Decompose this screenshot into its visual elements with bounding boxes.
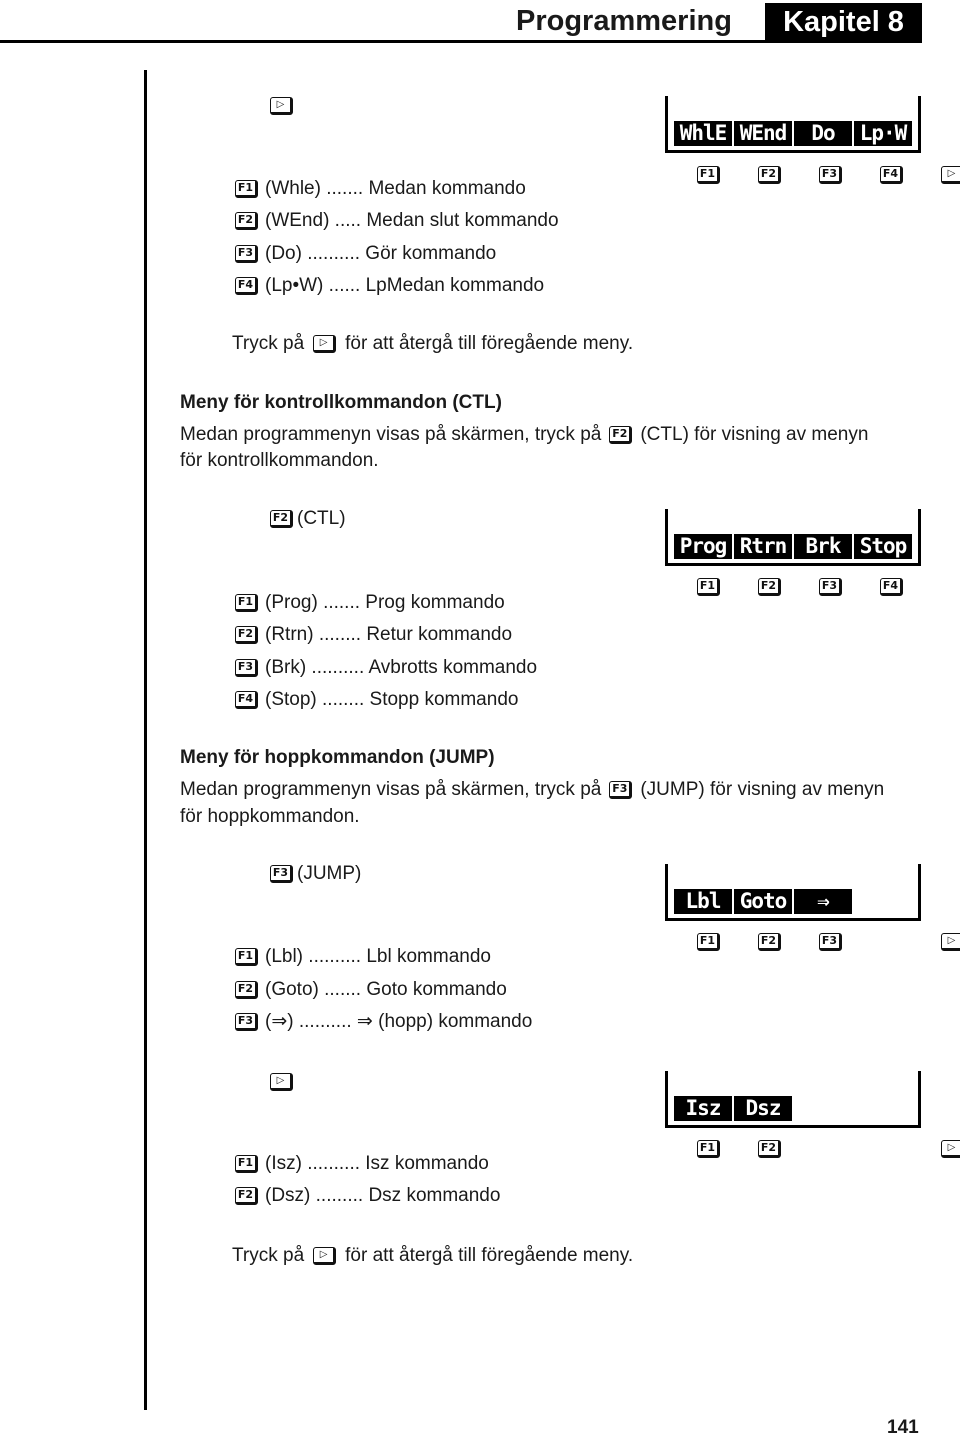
list-item [235,655,537,681]
list-item [235,622,512,648]
return-text-before: Tryck på [232,333,305,354]
f3-key-icon: F3 [235,1013,258,1031]
arrow-key-icon: ▷ [270,1073,293,1091]
f1-key-icon: F1 [235,594,258,612]
f4-key-icon: F4 [235,277,258,295]
list-item [235,208,559,234]
page-header-title: Programmering [516,5,732,37]
item-text: (Goto) ....... Goto kommando [265,979,507,1000]
softkey-isz: Isz [674,1096,732,1121]
f1-key-icon: F1 [235,948,258,966]
softkey-rtrn: Rtrn [734,534,792,559]
f2-key-icon: F2 [609,426,632,444]
f2-key-icon: F2 [235,981,258,999]
arrow-key-icon: ▷ [313,1247,336,1265]
intro-text: Medan programmenyn visas på skärmen, tryck på [180,779,602,800]
arrow-key-icon: ▷ [941,1140,960,1158]
f3-key-icon: F3 [819,166,842,184]
softkey-prog: Prog [674,534,732,559]
fkey-row-whle [697,166,960,184]
f2-key-icon: F2 [758,1140,781,1158]
intro-text: för kontrollkommandon. [180,450,379,471]
list-item [235,1151,489,1177]
f1-key-icon: F1 [697,1140,720,1158]
list-item [235,1183,500,1209]
key-label: (CTL) [297,508,346,529]
f1-key-icon: F1 [697,166,720,184]
f3-key-icon: F3 [270,865,293,883]
softkey-do: Do [794,121,852,146]
f1-key-icon: F1 [235,180,258,198]
f2-key-icon: F2 [758,578,781,596]
section-heading-jump: Meny för hoppkommandon (JUMP) [180,747,495,768]
key-label: (JUMP) [297,863,362,884]
lcd-screen-whle [665,96,921,153]
softkey-lpw: Lp·W [854,121,912,146]
intro-text: för hoppkommandon. [180,806,360,827]
item-text: (WEnd) ..... Medan slut kommando [265,210,559,231]
intro-text: (CTL) för visning av menyn [640,424,869,445]
item-text: (Lp•W) ...... LpMedan kommando [265,275,545,296]
softkey-wend: WEnd [734,121,792,146]
item-text: (Lbl) .......... Lbl kommando [265,946,491,967]
arrow-key-icon: ▷ [313,335,336,353]
arrow-key-icon: ▷ [941,933,960,951]
intro-text: Medan programmenyn visas på skärmen, tryck på [180,424,602,445]
f1-key-icon: F1 [697,578,720,596]
f3-key-icon: F3 [235,245,258,263]
item-text: (Whle) ....... Medan kommando [265,178,526,199]
item-text: (Do) .......... Gör kommando [265,243,497,264]
f2-key-icon: F2 [235,212,258,230]
f2-key-icon: F2 [758,166,781,184]
f3-key-icon: F3 [819,933,842,951]
return-text-after: för att återgå till föregående meny. [345,1245,634,1266]
list-item [235,1009,532,1035]
f4-key-icon: F4 [880,166,903,184]
return-instruction [232,1243,633,1269]
lcd-screen-ctl [665,509,921,566]
list-item [235,273,544,299]
return-text-after: för att återgå till föregående meny. [345,333,634,354]
f4-key-icon: F4 [880,578,903,596]
softkey-goto: Goto [734,889,792,914]
arrow-key-icon: ▷ [270,97,293,115]
f2-key-icon: F2 [758,933,781,951]
item-text: (Dsz) ......... Dsz kommando [265,1185,501,1206]
item-text: (Stop) ........ Stopp kommando [265,689,519,710]
lcd-screen-isz [665,1071,921,1128]
softkey-brk: Brk [794,534,852,559]
fkey-row-isz [697,1140,960,1158]
return-instruction [232,331,633,357]
ctl-intro [180,422,868,448]
f3-key-icon: F3 [819,578,842,596]
softkey-stop: Stop [854,534,912,559]
return-text-before: Tryck på [232,1245,305,1266]
softkey-whle: WhlE [674,121,732,146]
key-press-ctl [270,506,346,532]
chapter-badge: Kapitel 8 [765,3,922,41]
fkey-row-jump [697,933,960,951]
item-text: (Isz) .......... Isz kommando [265,1153,489,1174]
f1-key-icon: F1 [697,933,720,951]
f3-key-icon: F3 [609,781,632,799]
key-press-jump [270,861,361,887]
softkey-dsz: Dsz [734,1096,792,1121]
arrow-key-icon: ▷ [941,166,960,184]
f3-key-icon: F3 [235,659,258,677]
page-number: 141 [887,1417,919,1438]
section-heading-ctl: Meny för kontrollkommandon (CTL) [180,392,502,413]
margin-rule [144,70,147,1410]
item-text: (Prog) ....... Prog kommando [265,592,505,613]
f1-key-icon: F1 [235,1155,258,1173]
header-rule [0,40,922,43]
fkey-row-ctl [697,578,903,596]
f2-key-icon: F2 [235,1187,258,1205]
softkey-jump-arrow: ⇒ [794,889,852,914]
list-item [235,590,505,616]
jump-intro [180,777,884,803]
lcd-screen-jump [665,864,921,921]
f2-key-icon: F2 [235,626,258,644]
f2-key-icon: F2 [270,510,293,528]
item-text: (Brk) .......... Avbrotts kommando [265,657,538,678]
list-item [235,944,491,970]
intro-text: (JUMP) för visning av menyn [640,779,885,800]
list-item [235,687,518,713]
softkey-lbl: Lbl [674,889,732,914]
list-item [235,241,496,267]
list-item [235,176,526,202]
item-text: (⇒) .......... ⇒ (hopp) kommando [265,1011,533,1032]
item-text: (Rtrn) ........ Retur kommando [265,624,513,645]
f4-key-icon: F4 [235,691,258,709]
list-item [235,977,507,1003]
